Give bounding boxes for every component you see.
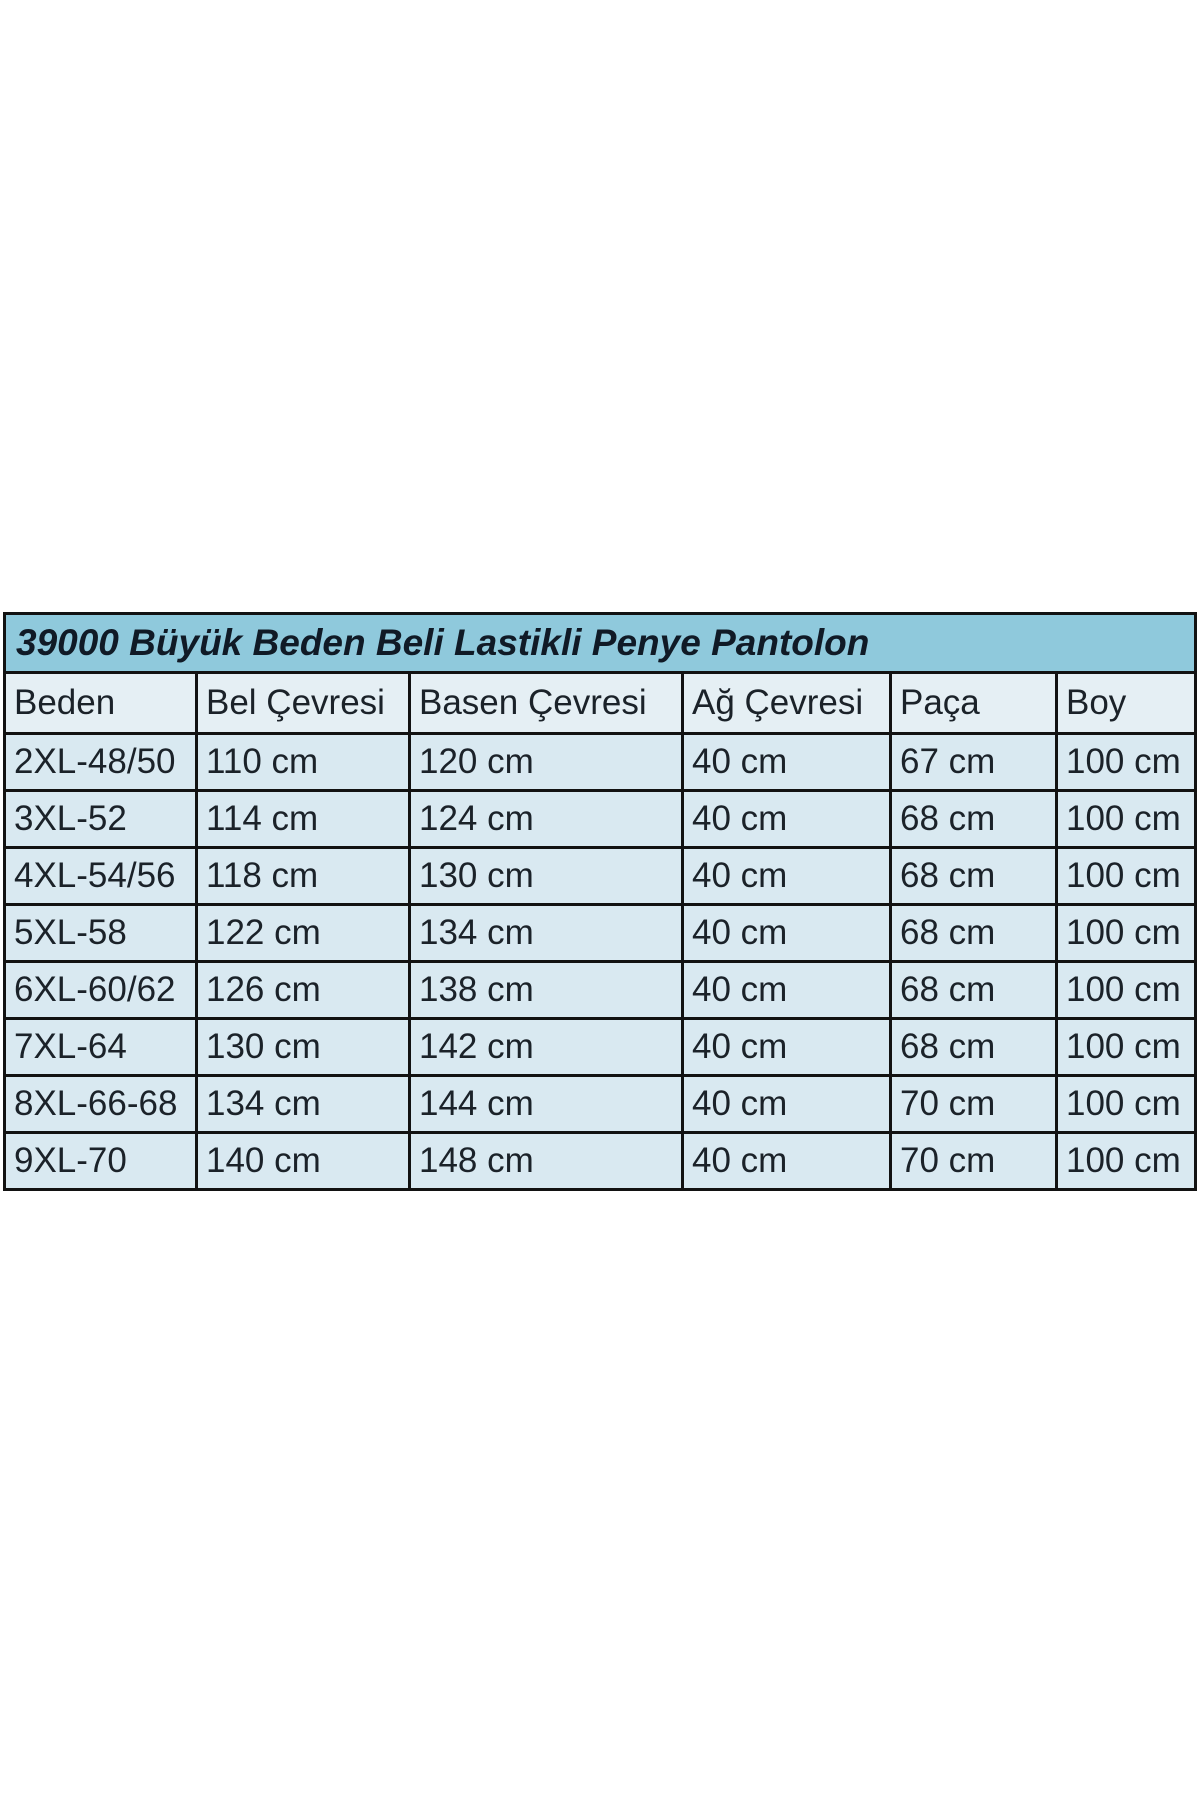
cell-size: 3XL-52: [5, 791, 197, 848]
cell-crotch: 40 cm: [683, 848, 891, 905]
cell-size: 7XL-64: [5, 1019, 197, 1076]
cell-waist: 134 cm: [197, 1076, 410, 1133]
cell-waist: 126 cm: [197, 962, 410, 1019]
cell-length: 100 cm: [1057, 1133, 1196, 1190]
table-row: [5, 905, 1196, 962]
table-row: [5, 734, 1196, 791]
cell-leg-opening: 67 cm: [891, 734, 1057, 791]
cell-leg-opening: 68 cm: [891, 791, 1057, 848]
cell-length: 100 cm: [1057, 734, 1196, 791]
cell-hip: 138 cm: [410, 962, 683, 1019]
column-header-paca: Paça: [891, 673, 1057, 734]
cell-waist: 114 cm: [197, 791, 410, 848]
header-row: [5, 673, 1196, 734]
cell-length: 100 cm: [1057, 962, 1196, 1019]
cell-size: 5XL-58: [5, 905, 197, 962]
cell-length: 100 cm: [1057, 1076, 1196, 1133]
cell-leg-opening: 70 cm: [891, 1076, 1057, 1133]
cell-hip: 148 cm: [410, 1133, 683, 1190]
table-title: 39000 Büyük Beden Beli Lastikli Penye Pantolon: [5, 614, 1196, 673]
cell-crotch: 40 cm: [683, 1133, 891, 1190]
cell-length: 100 cm: [1057, 1019, 1196, 1076]
column-header-boy: Boy: [1057, 673, 1196, 734]
cell-hip: 124 cm: [410, 791, 683, 848]
cell-waist: 118 cm: [197, 848, 410, 905]
column-header-basen-cevresi: Basen Çevresi: [410, 673, 683, 734]
cell-crotch: 40 cm: [683, 791, 891, 848]
cell-hip: 144 cm: [410, 1076, 683, 1133]
cell-hip: 120 cm: [410, 734, 683, 791]
cell-hip: 134 cm: [410, 905, 683, 962]
cell-length: 100 cm: [1057, 791, 1196, 848]
cell-waist: 110 cm: [197, 734, 410, 791]
cell-hip: 142 cm: [410, 1019, 683, 1076]
cell-crotch: 40 cm: [683, 1076, 891, 1133]
table-row: [5, 962, 1196, 1019]
cell-crotch: 40 cm: [683, 1019, 891, 1076]
cell-crotch: 40 cm: [683, 962, 891, 1019]
cell-leg-opening: 70 cm: [891, 1133, 1057, 1190]
cell-leg-opening: 68 cm: [891, 962, 1057, 1019]
cell-hip: 130 cm: [410, 848, 683, 905]
cell-waist: 130 cm: [197, 1019, 410, 1076]
table-row: [5, 1019, 1196, 1076]
cell-size: 2XL-48/50: [5, 734, 197, 791]
cell-waist: 122 cm: [197, 905, 410, 962]
column-header-beden: Beden: [5, 673, 197, 734]
cell-size: 9XL-70: [5, 1133, 197, 1190]
cell-leg-opening: 68 cm: [891, 1019, 1057, 1076]
table-row: [5, 1133, 1196, 1190]
cell-crotch: 40 cm: [683, 905, 891, 962]
cell-leg-opening: 68 cm: [891, 848, 1057, 905]
cell-size: 6XL-60/62: [5, 962, 197, 1019]
table-row: [5, 848, 1196, 905]
cell-length: 100 cm: [1057, 848, 1196, 905]
cell-length: 100 cm: [1057, 905, 1196, 962]
table-row: [5, 791, 1196, 848]
cell-leg-opening: 68 cm: [891, 905, 1057, 962]
column-header-bel-cevresi: Bel Çevresi: [197, 673, 410, 734]
column-header-ag-cevresi: Ağ Çevresi: [683, 673, 891, 734]
table-row: [5, 1076, 1196, 1133]
cell-waist: 140 cm: [197, 1133, 410, 1190]
size-chart-table: [3, 612, 1197, 1191]
title-row: [5, 614, 1196, 673]
cell-size: 8XL-66-68: [5, 1076, 197, 1133]
cell-crotch: 40 cm: [683, 734, 891, 791]
cell-size: 4XL-54/56: [5, 848, 197, 905]
